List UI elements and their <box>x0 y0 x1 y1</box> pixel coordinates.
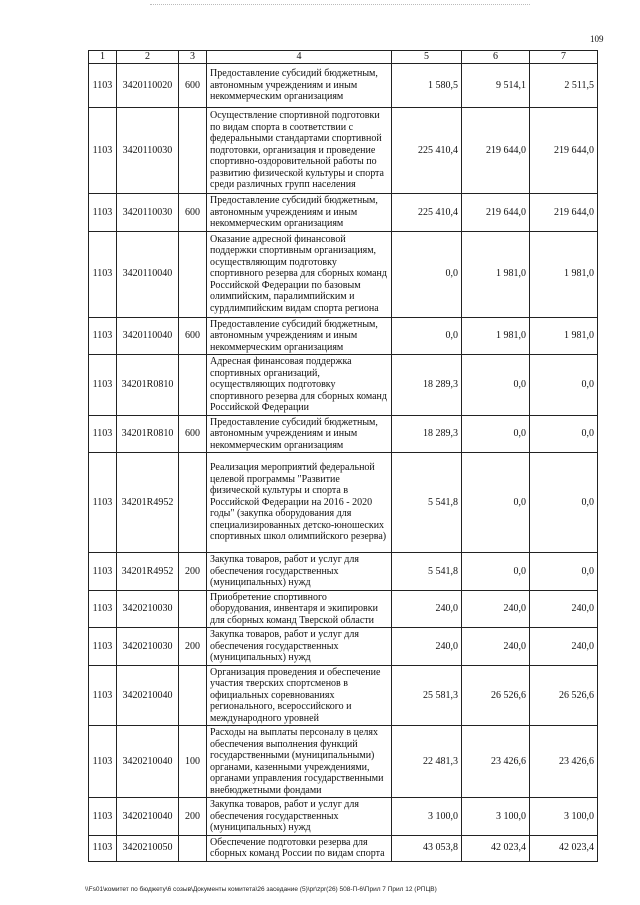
amount-col5-cell: 5 541,8 <box>392 553 462 591</box>
target-article-cell: 3420210040 <box>117 665 179 726</box>
amount-col5-cell: 0,0 <box>392 317 462 355</box>
amount-col7-cell: 0,0 <box>530 415 598 453</box>
item-name-cell: Закупка товаров, работ и услуг для обеспечения государственных (муниципальных) нужд <box>207 798 392 836</box>
table-row <box>89 108 598 194</box>
section-code-cell: 1103 <box>89 194 117 232</box>
item-name-cell: Обеспечение подготовки резерва для сборных команд России по видам спорта <box>207 835 392 861</box>
amount-col6-cell: 240,0 <box>462 628 530 666</box>
amount-col6-cell: 1 981,0 <box>462 231 530 317</box>
table-row <box>89 317 598 355</box>
section-code-cell: 1103 <box>89 590 117 628</box>
file-path-footer: \\Fs01\комитет по бюджету\6 созыв\Документы комитета\26 заседание (5)\pr\zpr(26) 508-П-6\Прил 7 Прил 12 (РПЦВ) <box>85 886 437 893</box>
section-code-cell: 1103 <box>89 64 117 108</box>
amount-col6-cell: 26 526,6 <box>462 665 530 726</box>
header-row <box>89 51 598 64</box>
expense-type-cell: 600 <box>179 64 207 108</box>
amount-col7-cell: 42 023,4 <box>530 835 598 861</box>
table-row <box>89 231 598 317</box>
header-cell: 7 <box>530 51 598 64</box>
amount-col7-cell: 23 426,6 <box>530 726 598 798</box>
amount-col7-cell: 219 644,0 <box>530 194 598 232</box>
table-row <box>89 835 598 861</box>
budget-table <box>88 50 598 862</box>
table-row <box>89 726 598 798</box>
expense-type-cell <box>179 665 207 726</box>
amount-col7-cell: 240,0 <box>530 628 598 666</box>
item-name-cell: Предоставление субсидий бюджетным, автономным учреждениям и иным некоммерческим организациям <box>207 317 392 355</box>
target-article-cell: 34201R0810 <box>117 415 179 453</box>
amount-col7-cell: 26 526,6 <box>530 665 598 726</box>
table-row <box>89 628 598 666</box>
target-article-cell: 3420210030 <box>117 590 179 628</box>
section-code-cell: 1103 <box>89 553 117 591</box>
amount-col5-cell: 22 481,3 <box>392 726 462 798</box>
item-name-cell: Предоставление субсидий бюджетным, автономным учреждениям и иным некоммерческим организациям <box>207 415 392 453</box>
header-cell: 6 <box>462 51 530 64</box>
item-name-cell: Предоставление субсидий бюджетным, автономным учреждениям и иным некоммерческим организациям <box>207 64 392 108</box>
amount-col7-cell: 1 981,0 <box>530 231 598 317</box>
section-code-cell: 1103 <box>89 355 117 416</box>
header-cell: 1 <box>89 51 117 64</box>
table-row <box>89 553 598 591</box>
section-code-cell: 1103 <box>89 628 117 666</box>
amount-col5-cell: 3 100,0 <box>392 798 462 836</box>
amount-col5-cell: 240,0 <box>392 628 462 666</box>
expense-type-cell <box>179 590 207 628</box>
header-cell: 5 <box>392 51 462 64</box>
section-code-cell: 1103 <box>89 726 117 798</box>
amount-col6-cell: 42 023,4 <box>462 835 530 861</box>
expense-type-cell: 200 <box>179 628 207 666</box>
amount-col7-cell: 1 981,0 <box>530 317 598 355</box>
amount-col5-cell: 225 410,4 <box>392 108 462 194</box>
item-name-cell: Приобретение спортивного оборудования, инвентаря и экипировки для сборных команд Тверской области <box>207 590 392 628</box>
item-name-cell: Адресная финансовая поддержка спортивных организаций, осуществляющих подготовку спортивного резерва для сборных команд Российской Федерации <box>207 355 392 416</box>
amount-col5-cell: 25 581,3 <box>392 665 462 726</box>
amount-col7-cell: 0,0 <box>530 453 598 553</box>
amount-col5-cell: 43 053,8 <box>392 835 462 861</box>
amount-col6-cell: 1 981,0 <box>462 317 530 355</box>
item-name-cell: Предоставление субсидий бюджетным, автономным учреждениям и иным некоммерческим организациям <box>207 194 392 232</box>
amount-col7-cell: 219 644,0 <box>530 108 598 194</box>
expense-type-cell <box>179 835 207 861</box>
table-row <box>89 453 598 553</box>
amount-col5-cell: 18 289,3 <box>392 415 462 453</box>
target-article-cell: 3420210040 <box>117 798 179 836</box>
amount-col7-cell: 240,0 <box>530 590 598 628</box>
target-article-cell: 3420110030 <box>117 108 179 194</box>
item-name-cell: Закупка товаров, работ и услуг для обеспечения государственных (муниципальных) нужд <box>207 628 392 666</box>
expense-type-cell: 600 <box>179 194 207 232</box>
header-cell: 4 <box>207 51 392 64</box>
section-code-cell: 1103 <box>89 317 117 355</box>
section-code-cell: 1103 <box>89 453 117 553</box>
section-code-cell: 1103 <box>89 231 117 317</box>
amount-col6-cell: 23 426,6 <box>462 726 530 798</box>
amount-col6-cell: 240,0 <box>462 590 530 628</box>
target-article-cell: 3420110040 <box>117 231 179 317</box>
section-code-cell: 1103 <box>89 415 117 453</box>
amount-col5-cell: 240,0 <box>392 590 462 628</box>
section-code-cell: 1103 <box>89 798 117 836</box>
page-number: 109 <box>590 34 604 44</box>
amount-col6-cell: 3 100,0 <box>462 798 530 836</box>
expense-type-cell <box>179 108 207 194</box>
table-row <box>89 355 598 416</box>
section-code-cell: 1103 <box>89 108 117 194</box>
target-article-cell: 3420210040 <box>117 726 179 798</box>
amount-col6-cell: 9 514,1 <box>462 64 530 108</box>
amount-col5-cell: 0,0 <box>392 231 462 317</box>
table-row <box>89 798 598 836</box>
target-article-cell: 3420110020 <box>117 64 179 108</box>
amount-col6-cell: 0,0 <box>462 415 530 453</box>
expense-type-cell: 200 <box>179 798 207 836</box>
target-article-cell: 34201R4952 <box>117 553 179 591</box>
item-name-cell: Осуществление спортивной подготовки по видам спорта в соответствии с федеральными стандартами спортивной подготовки, организация и проведение спортивно-оздоровительной работы по развитию физической культуры и спорта среди различных групп населения <box>207 108 392 194</box>
table-row <box>89 194 598 232</box>
amount-col5-cell: 18 289,3 <box>392 355 462 416</box>
table-row <box>89 415 598 453</box>
expense-type-cell <box>179 231 207 317</box>
table-row <box>89 590 598 628</box>
item-name-cell: Закупка товаров, работ и услуг для обеспечения государственных (муниципальных) нужд <box>207 553 392 591</box>
amount-col7-cell: 0,0 <box>530 553 598 591</box>
scan-edge-mark <box>150 4 530 6</box>
amount-col5-cell: 225 410,4 <box>392 194 462 232</box>
amount-col6-cell: 219 644,0 <box>462 108 530 194</box>
table-row <box>89 665 598 726</box>
section-code-cell: 1103 <box>89 665 117 726</box>
amount-col7-cell: 0,0 <box>530 355 598 416</box>
target-article-cell: 3420110040 <box>117 317 179 355</box>
header-cell: 3 <box>179 51 207 64</box>
amount-col5-cell: 5 541,8 <box>392 453 462 553</box>
expense-type-cell <box>179 453 207 553</box>
target-article-cell: 3420210050 <box>117 835 179 861</box>
table-row <box>89 64 598 108</box>
target-article-cell: 3420110030 <box>117 194 179 232</box>
item-name-cell: Оказание адресной финансовой поддержки спортивным организациям, осуществляющим подготовку спортивного резерва для сборных команд Российской Федерации по базовым олимпийским, паралимпийским и сурдлимпийским видам спорта региона <box>207 231 392 317</box>
amount-col6-cell: 0,0 <box>462 453 530 553</box>
item-name-cell: Расходы на выплаты персоналу в целях обеспечения выполнения функций государственными (муниципальными) органами, казенными учреждениями, органами управления государственными внебюджетными фондами <box>207 726 392 798</box>
expense-type-cell: 600 <box>179 415 207 453</box>
target-article-cell: 34201R4952 <box>117 453 179 553</box>
target-article-cell: 3420210030 <box>117 628 179 666</box>
expense-type-cell: 200 <box>179 553 207 591</box>
amount-col7-cell: 3 100,0 <box>530 798 598 836</box>
expense-type-cell: 100 <box>179 726 207 798</box>
amount-col6-cell: 0,0 <box>462 355 530 416</box>
expense-type-cell <box>179 355 207 416</box>
expense-type-cell: 600 <box>179 317 207 355</box>
item-name-cell: Реализация мероприятий федеральной целевой программы "Развитие физической культуры и спорта в Российской Федерации на 2016 - 2020 годы" (закупка оборудования для специализированных детско-юношеских спортивных школ олимпийского резерва) <box>207 453 392 553</box>
section-code-cell: 1103 <box>89 835 117 861</box>
amount-col6-cell: 0,0 <box>462 553 530 591</box>
amount-col7-cell: 2 511,5 <box>530 64 598 108</box>
header-cell: 2 <box>117 51 179 64</box>
amount-col5-cell: 1 580,5 <box>392 64 462 108</box>
amount-col6-cell: 219 644,0 <box>462 194 530 232</box>
item-name-cell: Организация проведения и обеспечение участия тверских спортсменов в официальных соревнованиях регионального, всероссийского и международного уровней <box>207 665 392 726</box>
target-article-cell: 34201R0810 <box>117 355 179 416</box>
